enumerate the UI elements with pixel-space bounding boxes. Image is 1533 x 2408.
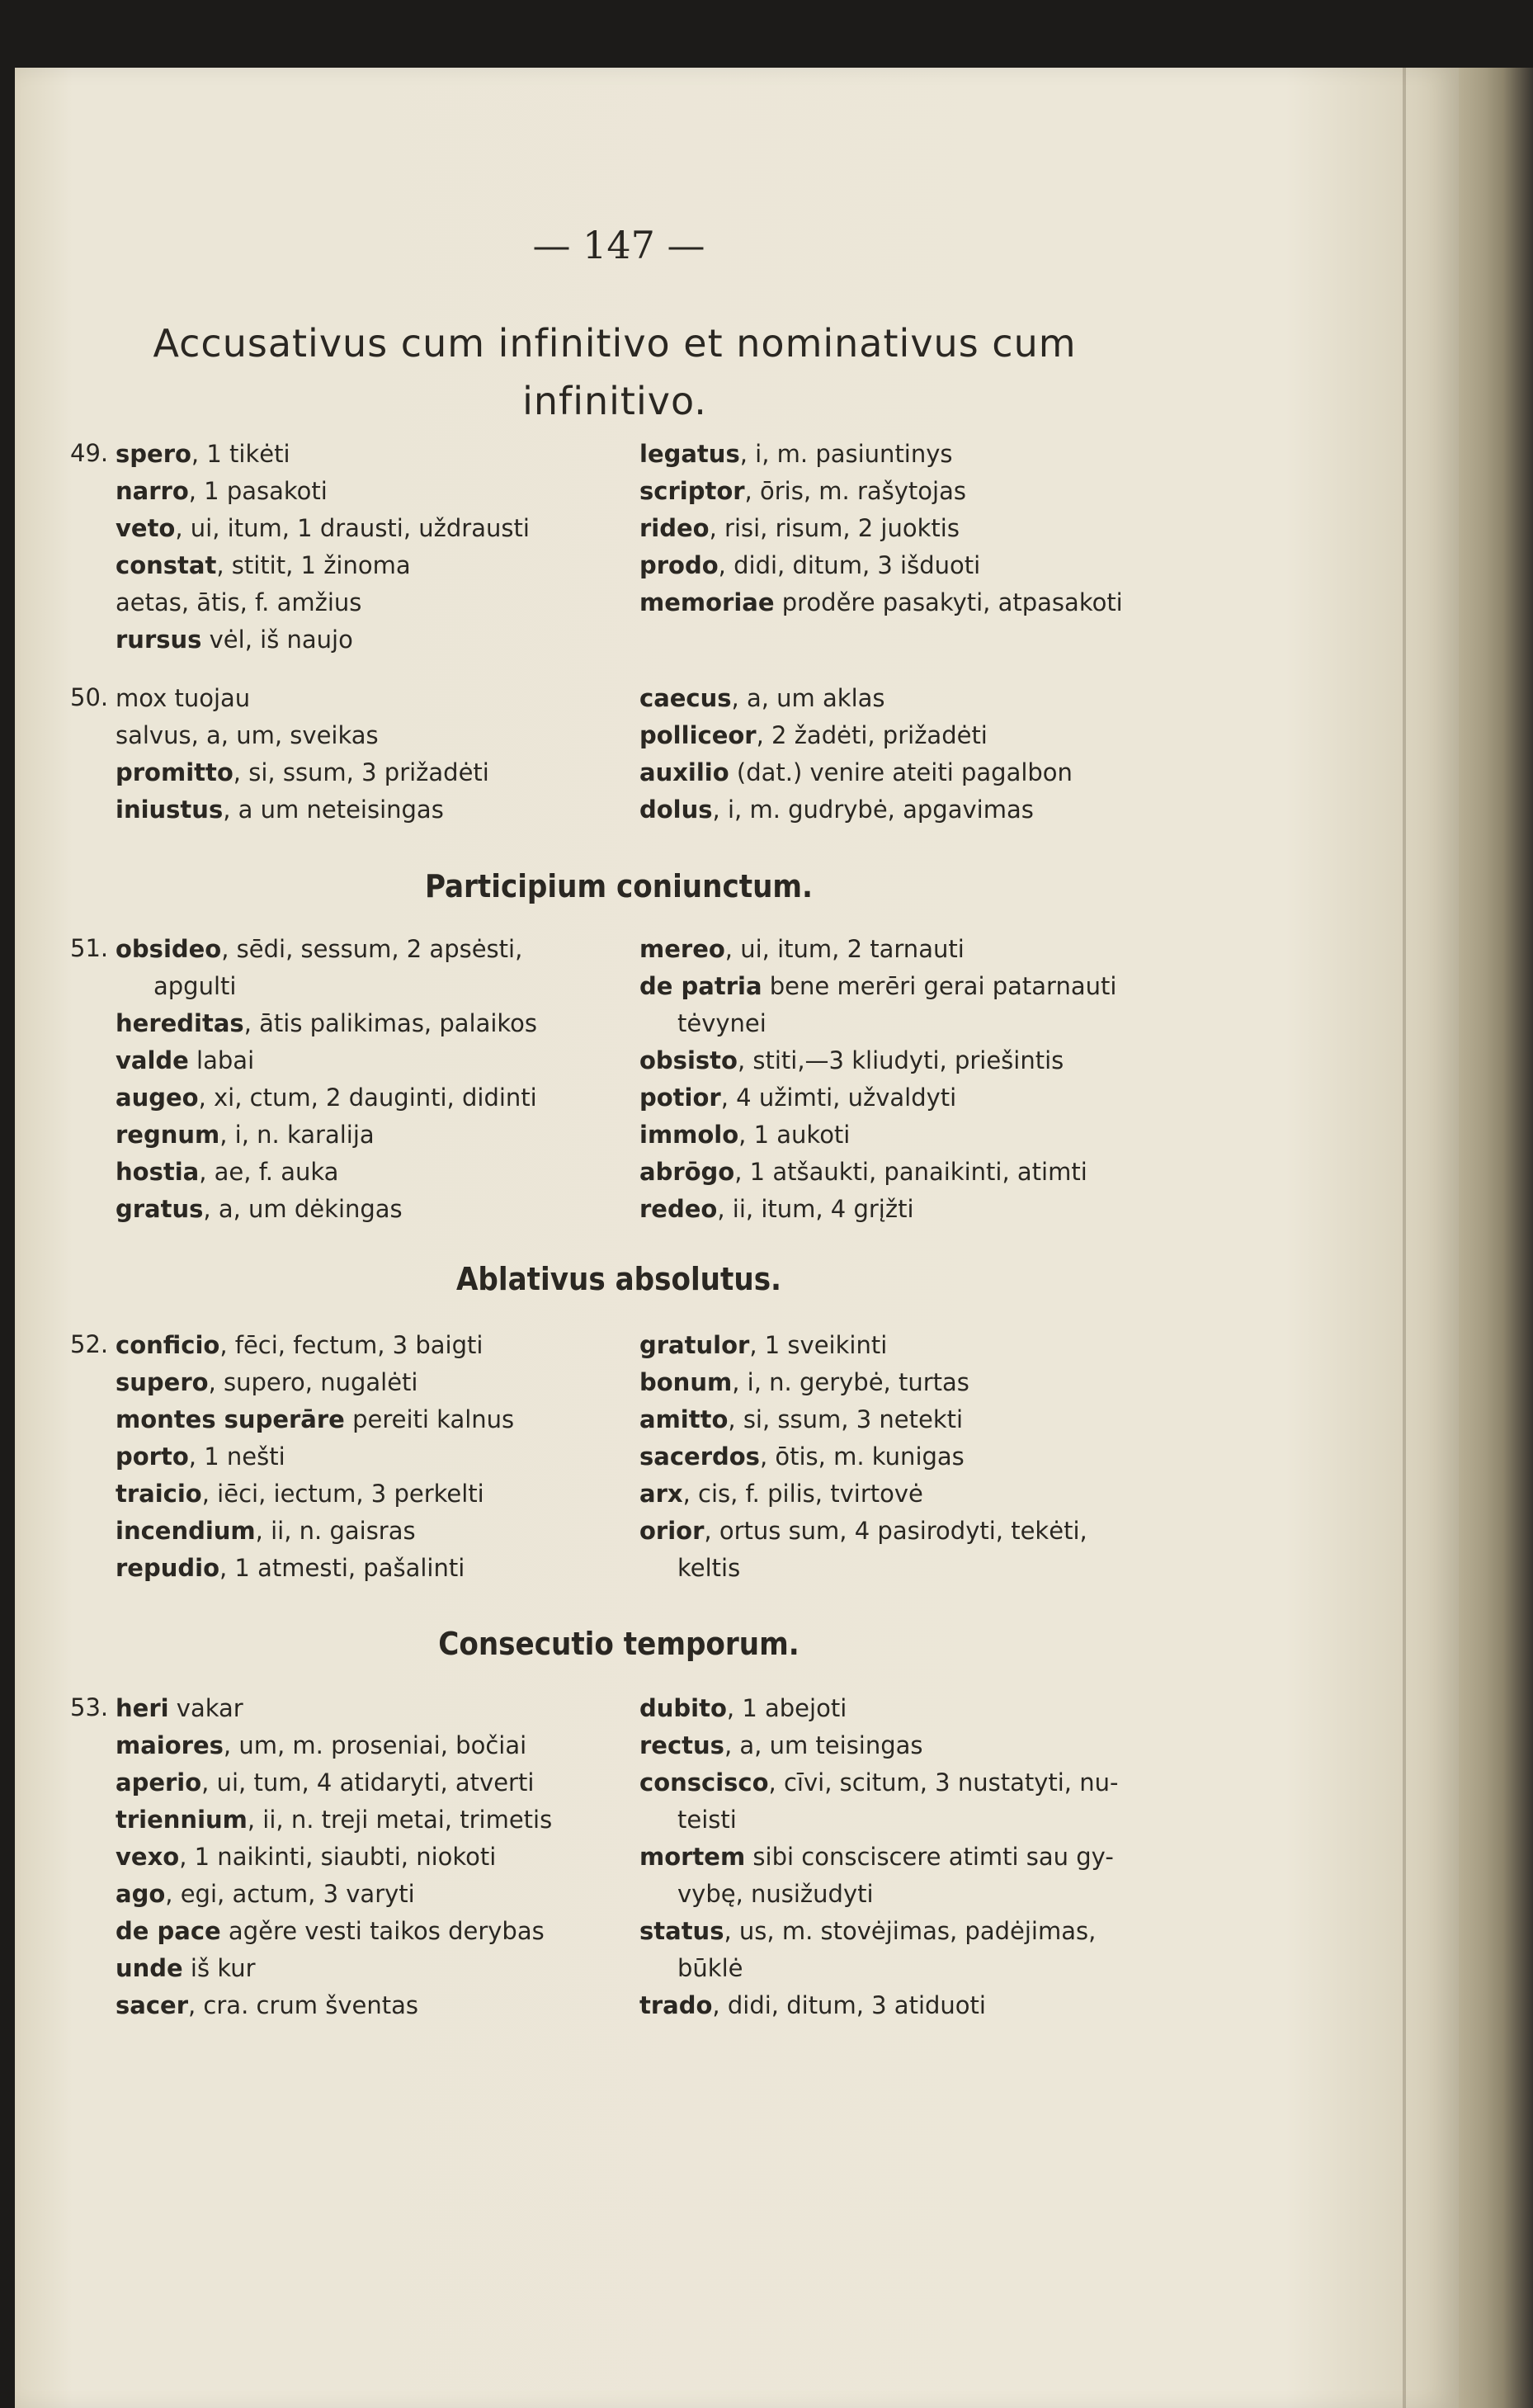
section-title-ablativus: Ablativus absolutus. (455, 1261, 782, 1297)
vocab-entry (639, 1513, 1184, 1550)
vocab-term: mereo (639, 935, 725, 963)
vocab-list-50-right (639, 680, 1184, 829)
vocab-entry (639, 1079, 1184, 1117)
vocab-definition: pereiti kalnus (344, 1405, 515, 1433)
vocab-entry (116, 1764, 611, 1801)
vocab-definition: , a, um dėkingas (203, 1195, 403, 1223)
vocab-definition: teisti (677, 1806, 737, 1834)
vocab-definition: , ui, itum, 2 tarnauti (724, 935, 965, 963)
vocab-entry (116, 1154, 611, 1191)
vocab-entry (116, 1042, 611, 1079)
vocab-entry (116, 1079, 611, 1117)
vocab-definition: , 1 naikinti, siaubti, niokoti (179, 1843, 497, 1871)
vocab-entry (116, 754, 611, 791)
vocab-term: scriptor (639, 477, 745, 505)
vocab-definition: keltis (677, 1554, 741, 1582)
vocab-term: rideo (639, 514, 710, 542)
vocab-definition: salvus, a, um, sveikas (116, 721, 379, 749)
vocab-term: abrōgo (639, 1158, 735, 1186)
vocab-definition: , ōris, m. rašytojas (744, 477, 966, 505)
vocab-definition: , a um neteisingas (223, 796, 444, 824)
vocab-term: redeo (639, 1195, 718, 1223)
vocab-definition: , i, n. gerybė, turtas (732, 1368, 969, 1396)
vocab-term: sacerdos (639, 1442, 760, 1471)
vocab-term: legatus (639, 440, 740, 468)
vocab-term: trado (639, 1991, 713, 2019)
vocab-definition: , risi, risum, 2 juoktis (709, 514, 960, 542)
vocab-entry (116, 1191, 611, 1228)
vocab-definition: , cra. crum šventas (188, 1991, 418, 2019)
vocab-term: arx (639, 1480, 683, 1508)
vocab-term: incendium (116, 1517, 256, 1545)
vocab-entry (639, 680, 1184, 717)
vocab-definition: , ui, tum, 4 atidaryti, atverti (201, 1768, 535, 1797)
vocab-term: status (639, 1917, 724, 1945)
vocab-definition: , 1 aukoti (738, 1121, 851, 1149)
vocab-entry (639, 1401, 1184, 1438)
vocab-term: veto (116, 514, 176, 542)
vocab-term: dolus (639, 796, 713, 824)
vocab-entry (116, 1438, 611, 1475)
vocab-term: gratulor (639, 1331, 750, 1359)
vocab-entry (116, 1839, 611, 1876)
vocab-definition: iš kur (182, 1954, 256, 1982)
vocab-definition: labai (188, 1046, 255, 1074)
vocab-definition: , 1 atšaukti, panaikinti, atimti (734, 1158, 1087, 1186)
vocab-definition: , si, ssum, 3 netekti (728, 1405, 964, 1433)
vocab-term: amitto (639, 1405, 729, 1433)
vocab-term: supero (116, 1368, 209, 1396)
vocab-term: hostia (116, 1158, 200, 1186)
vocab-term: auxilio (639, 758, 729, 786)
vocab-term: valde (116, 1046, 189, 1074)
vocab-term: prodo (639, 551, 719, 579)
vocab-definition: , 2 žadėti, prižadėti (756, 721, 988, 749)
page-edge-shadow (1403, 68, 1406, 2408)
vocab-definition: vėl, iš naujo (201, 626, 353, 654)
vocab-definition: , ii, n. treji metai, trimetis (247, 1806, 553, 1834)
vocab-entry (116, 1364, 611, 1401)
vocab-entry (116, 473, 611, 510)
vocab-entry (639, 1950, 1184, 1987)
vocab-definition: , 1 sveikinti (749, 1331, 888, 1359)
exercise-number-51: 51. (70, 934, 109, 962)
vocab-entry (116, 436, 611, 473)
vocab-definition: sibi consciscere atimti sau gy- (745, 1843, 1114, 1871)
vocab-list-52-right (639, 1327, 1184, 1587)
vocab-entry (639, 1364, 1184, 1401)
vocab-definition: , 1 abejoti (726, 1694, 847, 1722)
vocab-term: vexo (116, 1843, 180, 1871)
vocab-entry (639, 931, 1184, 968)
vocab-definition: , sēdi, sessum, 2 apsėsti, (221, 935, 523, 963)
vocab-term: narro (116, 477, 189, 505)
vocab-entry (639, 510, 1184, 547)
vocab-definition: , iēci, iectum, 3 perkelti (201, 1480, 484, 1508)
vocab-entry (639, 1438, 1184, 1475)
vocab-term: ago (116, 1880, 166, 1908)
vocab-definition: apgulti (153, 972, 237, 1000)
vocab-definition: , fēci, fectum, 3 baigti (219, 1331, 483, 1359)
vocab-term: spero (116, 440, 191, 468)
vocab-definition: , um, m. proseniai, bočiai (223, 1731, 527, 1759)
vocab-entry (116, 1117, 611, 1154)
vocab-list-49-right (639, 436, 1184, 621)
vocab-entry (639, 754, 1184, 791)
vocab-term: porto (116, 1442, 189, 1471)
vocab-list-51-right (639, 931, 1184, 1228)
vocab-term: polliceor (639, 721, 757, 749)
vocab-entry (639, 1475, 1184, 1513)
vocab-term: memoriae (639, 588, 775, 616)
vocab-term: constat (116, 551, 217, 579)
vocab-list-49-left (116, 436, 611, 659)
vocab-list-51-left (116, 931, 611, 1228)
vocab-definition: , cis, f. pilis, tvirtovė (682, 1480, 923, 1508)
vocab-entry (116, 1801, 611, 1839)
vocab-definition: , i, m. gudrybė, apgavimas (712, 796, 1034, 824)
vocab-entry (639, 473, 1184, 510)
vocab-entry (116, 584, 611, 621)
vocab-definition: , egi, actum, 3 varyti (165, 1880, 415, 1908)
vocab-definition: , ortus sum, 4 pasirodyti, tekėti, (704, 1517, 1087, 1545)
vocab-term: conficio (116, 1331, 220, 1359)
vocab-term: rectus (639, 1731, 724, 1759)
vocab-term: potior (639, 1084, 721, 1112)
vocab-entry (639, 1690, 1184, 1727)
vocab-term: orior (639, 1517, 705, 1545)
vocab-term: immolo (639, 1121, 739, 1149)
vocab-term: obsideo (116, 935, 222, 963)
vocab-entry (116, 968, 611, 1005)
vocab-definition: , us, m. stovėjimas, padėjimas, (724, 1917, 1097, 1945)
vocab-term: caecus (639, 684, 732, 712)
vocab-definition: , i, n. karalija (219, 1121, 375, 1149)
vocab-definition: , a, um aklas (731, 684, 885, 712)
vocab-term: de patria (639, 972, 762, 1000)
vocab-definition: , cīvi, scitum, 3 nustatyti, nu- (768, 1768, 1119, 1797)
vocab-list-50-left (116, 680, 611, 829)
vocab-entry (116, 1401, 611, 1438)
vocab-term: gratus (116, 1195, 204, 1223)
vocab-definition: , ii, itum, 4 grįžti (717, 1195, 914, 1223)
vocab-entry (116, 1987, 611, 2024)
vocab-definition: vakar (168, 1694, 243, 1722)
vocab-entry (116, 680, 611, 717)
vocab-entry (116, 931, 611, 968)
vocab-definition: , ui, itum, 1 drausti, uždrausti (175, 514, 530, 542)
vocab-definition: aetas, ātis, f. amžius (116, 588, 362, 616)
vocab-entry (116, 1550, 611, 1587)
vocab-term: conscisco (639, 1768, 769, 1797)
vocab-term: montes superāre (116, 1405, 345, 1433)
vocab-term: heri (116, 1694, 169, 1722)
vocab-term: bonum (639, 1368, 733, 1396)
vocab-entry (639, 1191, 1184, 1228)
vocab-definition: , 1 pasakoti (188, 477, 328, 505)
vocab-entry (639, 1550, 1184, 1587)
exercise-number-52: 52. (70, 1330, 109, 1358)
vocab-list-53-left (116, 1690, 611, 2024)
vocab-term: augeo (116, 1084, 199, 1112)
vocab-term: de pace (116, 1917, 221, 1945)
vocab-entry (639, 1876, 1184, 1913)
vocab-definition: , si, ssum, 3 prižadėti (233, 758, 489, 786)
vocab-list-52-left (116, 1327, 611, 1587)
vocab-definition: agěre vesti taikos derybas (220, 1917, 545, 1945)
vocab-entry (639, 1987, 1184, 2024)
section-title-participium: Participium coniunctum. (424, 868, 814, 904)
vocab-definition: , 4 užimti, užvaldyti (720, 1084, 957, 1112)
vocab-entry (639, 791, 1184, 829)
chapter-heading-line-2: infinitivo. (522, 379, 707, 423)
vocab-term: unde (116, 1954, 183, 1982)
vocab-definition: , xi, ctum, 2 dauginti, didinti (198, 1084, 537, 1112)
vocab-term: aperio (116, 1768, 202, 1797)
vocab-entry (116, 717, 611, 754)
vocab-entry (639, 1913, 1184, 1950)
vocab-definition: , ae, f. auka (199, 1158, 339, 1186)
vocab-definition: , ii, n. gaisras (255, 1517, 416, 1545)
vocab-entry (116, 547, 611, 584)
vocab-definition: , i, m. pasiuntinys (739, 440, 953, 468)
vocab-term: repudio (116, 1554, 219, 1582)
vocab-entry (116, 1913, 611, 1950)
vocab-term: mortem (639, 1843, 746, 1871)
exercise-number-53: 53. (70, 1693, 109, 1721)
vocab-entry (639, 547, 1184, 584)
vocab-entry (639, 968, 1184, 1005)
vocab-definition: tėvynei (677, 1009, 766, 1037)
vocab-entry (639, 1727, 1184, 1764)
vocab-entry (639, 1764, 1184, 1801)
vocab-entry (116, 791, 611, 829)
vocab-definition: vybę, nusižudyti (677, 1880, 874, 1908)
vocab-definition: , didi, ditum, 3 atiduoti (712, 1991, 986, 2019)
vocab-term: hereditas (116, 1009, 244, 1037)
vocab-entry (116, 1327, 611, 1364)
vocab-definition: , stiti,—3 kliudyti, priešintis (737, 1046, 1064, 1074)
vocab-definition: , a, um teisingas (724, 1731, 923, 1759)
vocab-list-53-right (639, 1690, 1184, 2024)
vocab-entry (639, 1801, 1184, 1839)
vocab-term: sacer (116, 1991, 188, 2019)
vocab-term: traicio (116, 1480, 202, 1508)
vocab-term: regnum (116, 1121, 220, 1149)
exercise-number-49: 49. (70, 439, 109, 467)
vocab-entry (116, 1690, 611, 1727)
vocab-definition: , 1 nešti (188, 1442, 285, 1471)
vocab-entry (639, 584, 1184, 621)
vocab-entry (639, 1154, 1184, 1191)
vocab-term: promitto (116, 758, 233, 786)
vocab-definition: , didi, ditum, 3 išduoti (718, 551, 981, 579)
chapter-heading-line-1: Accusativus cum infinitivo et nominativus cum (153, 321, 1077, 366)
vocab-definition: , ātis palikimas, palaikos (243, 1009, 538, 1037)
vocab-entry (116, 1513, 611, 1550)
vocab-definition: , 1 atmesti, pašalinti (219, 1554, 465, 1582)
vocab-definition: , 1 tikėti (191, 440, 290, 468)
vocab-entry (116, 1950, 611, 1987)
section-title-consecutio: Consecutio temporum. (438, 1626, 800, 1662)
vocab-term: obsisto (639, 1046, 738, 1074)
vocab-entry (116, 510, 611, 547)
vocab-entry (639, 436, 1184, 473)
page-number: — 147 — (532, 223, 705, 267)
vocab-entry (116, 621, 611, 659)
vocab-definition: bene merēri gerai patarnauti (762, 972, 1117, 1000)
vocab-entry (639, 717, 1184, 754)
vocab-term: iniustus (116, 796, 224, 824)
vocab-entry (116, 1005, 611, 1042)
vocab-entry (639, 1327, 1184, 1364)
exercise-number-50: 50. (70, 683, 109, 711)
vocab-entry (639, 1042, 1184, 1079)
vocab-entry (116, 1475, 611, 1513)
vocab-definition: , supero, nugalėti (208, 1368, 418, 1396)
vocab-entry (639, 1005, 1184, 1042)
vocab-entry (116, 1727, 611, 1764)
vocab-definition: mox tuojau (116, 684, 251, 712)
vocab-entry (639, 1839, 1184, 1876)
vocab-term: triennium (116, 1806, 248, 1834)
vocab-term: dubito (639, 1694, 727, 1722)
vocab-definition: proděre pasakyti, atpasakoti (774, 588, 1123, 616)
vocab-definition: būklė (677, 1954, 743, 1982)
vocab-entry (116, 1876, 611, 1913)
vocab-term: rursus (116, 626, 202, 654)
book-gutter (1459, 68, 1533, 2408)
vocab-definition: (dat.) venire ateiti pagalbon (729, 758, 1073, 786)
vocab-definition: , stitit, 1 žinoma (216, 551, 411, 579)
vocab-entry (639, 1117, 1184, 1154)
vocab-definition: , ōtis, m. kunigas (759, 1442, 965, 1471)
vocab-term: maiores (116, 1731, 224, 1759)
